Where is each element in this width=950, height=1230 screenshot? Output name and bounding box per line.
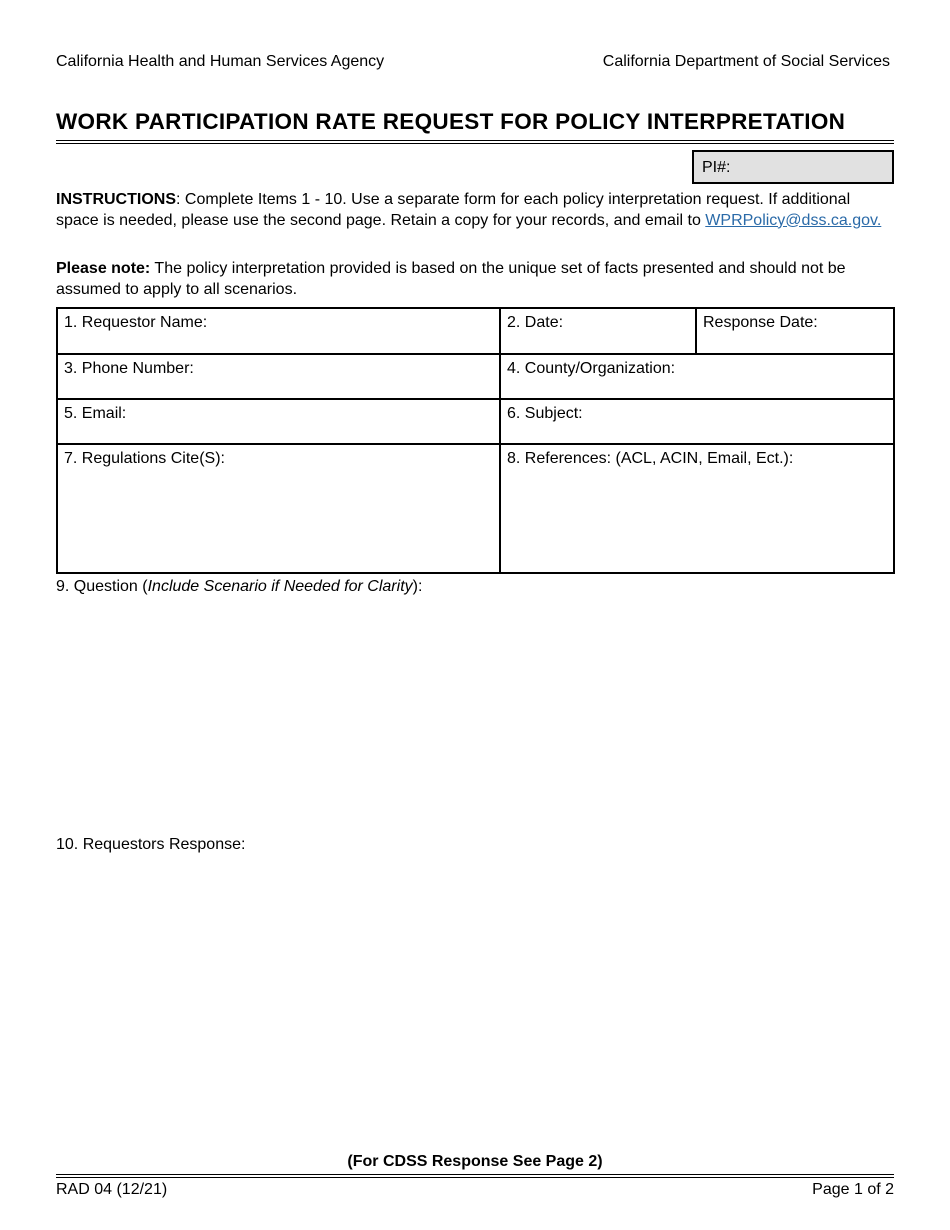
phone-number-field[interactable] (58, 355, 499, 398)
title-rule-top (56, 140, 894, 141)
email-link-period: . (876, 211, 882, 229)
references-field[interactable] (501, 445, 893, 572)
email-field[interactable] (58, 400, 499, 443)
request-form-table (56, 307, 895, 574)
note-paragraph (56, 259, 894, 300)
pi-number-field[interactable] (692, 150, 894, 184)
instructions-paragraph (56, 190, 894, 231)
question-label-suffix: ): (412, 578, 423, 595)
instructions-text: : Complete Items 1 - 10. Use a separate form for each policy interpretation request. If additional space is needed, please use the second page. Retain a copy for your records, and email to (56, 191, 851, 229)
question-label-prefix: 9. Question ( (56, 578, 148, 595)
response-date-field[interactable] (697, 309, 893, 353)
department-name: California Department of Social Services (602, 53, 890, 70)
footer-rule-bottom (56, 1177, 894, 1178)
regulations-cite-label: 7. Regulations Cite(S): (64, 450, 225, 467)
note-label: Please note: (56, 260, 151, 277)
cdss-response-note: (For CDSS Response See Page 2) (347, 1153, 603, 1170)
footer-rule-top (56, 1174, 894, 1175)
form-number: RAD 04 (12/21) (56, 1181, 168, 1198)
instructions-label: INSTRUCTIONS (56, 191, 176, 208)
pi-number-label: PI#: (702, 159, 731, 176)
date-label: 2. Date: (507, 314, 564, 331)
page-number: Page 1 of 2 (812, 1181, 894, 1198)
response-date-label: Response Date: (703, 314, 818, 331)
requestor-name-label: 1. Requestor Name: (64, 314, 208, 331)
requestors-response-label: 10. Requestors Response: (56, 836, 246, 853)
regulations-cite-field[interactable] (58, 445, 499, 572)
form-title: WORK PARTICIPATION RATE REQUEST FOR POLICY INTERPRETATION (56, 109, 846, 134)
question-area[interactable] (56, 600, 894, 825)
phone-number-label: 3. Phone Number: (64, 360, 194, 377)
county-organization-field[interactable] (501, 355, 893, 398)
question-label (56, 577, 422, 597)
email-label: 5. Email: (64, 405, 127, 422)
subject-label: 6. Subject: (507, 405, 583, 422)
date-field[interactable] (501, 309, 695, 353)
agency-name: California Health and Human Services Agency (56, 53, 385, 70)
question-label-italic: Include Scenario if Needed for Clarity (147, 578, 413, 595)
note-text: The policy interpretation provided is based on the unique set of facts presented and should not be assumed to apply to all scenarios. (56, 260, 846, 298)
references-label: 8. References: (ACL, ACIN, Email, Ect.): (507, 450, 794, 467)
requestors-response-area[interactable] (56, 858, 894, 1143)
county-organization-label: 4. County/Organization: (507, 360, 676, 377)
title-rule-bottom (56, 143, 894, 144)
subject-field[interactable] (501, 400, 893, 443)
requestor-name-field[interactable] (58, 309, 499, 353)
email-link[interactable]: WPRPolicy@dss.ca.gov (705, 211, 877, 229)
